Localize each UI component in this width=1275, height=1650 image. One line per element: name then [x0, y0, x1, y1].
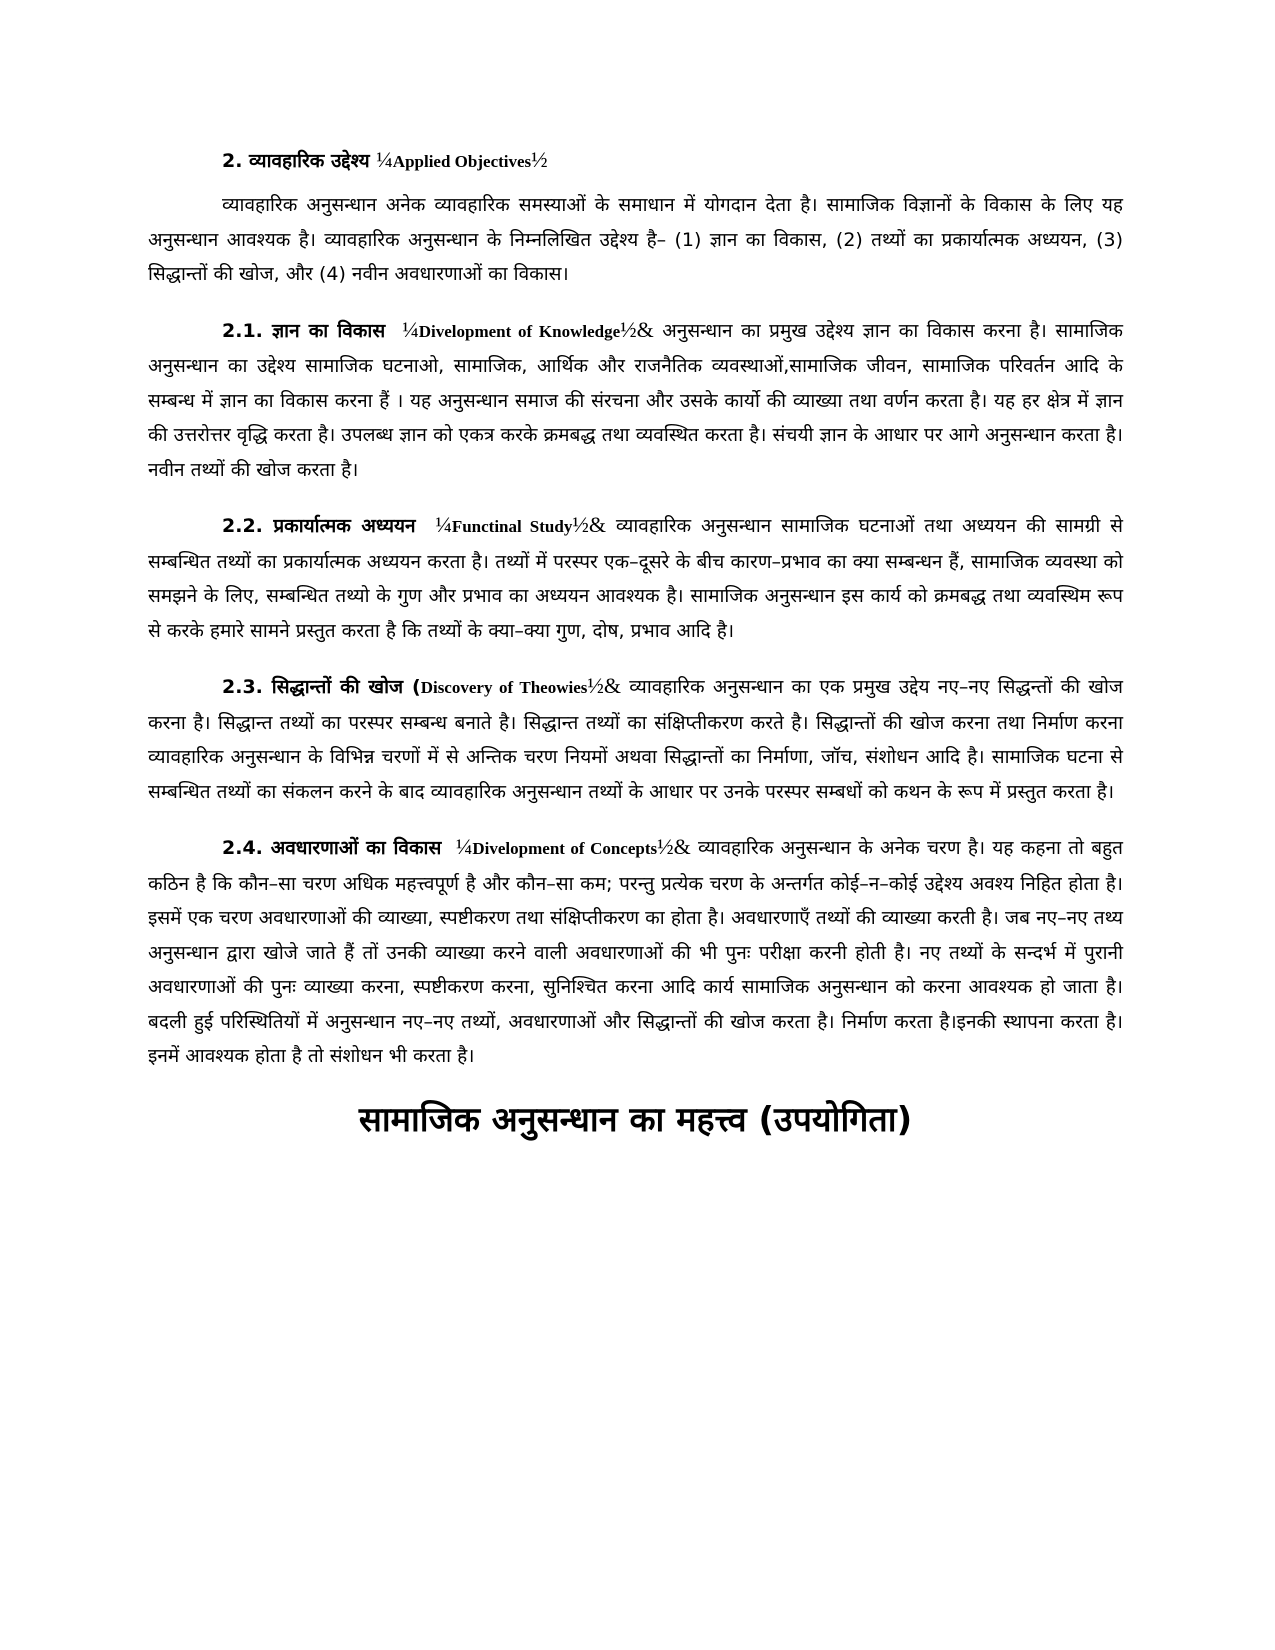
paragraph-functional-study	[148, 508, 1123, 648]
section-title-importance: सामाजिक अनुसन्धान का महत्त्व (उपयोगिता)	[358, 1099, 913, 1140]
paragraph-applied-objectives: व्यावहारिक अनुसन्धान अनेक व्यावहारिक समस्याओं के समाधान में योगदान देता है। सामाजिक विज्ञानों के विकास के लिए यह अनुसन्धान आवश्यक है। व्यावहारिक अनुसन्धान के निम्नलिखित उद्देश्य है– (1) ज्ञान का विकास, (2) तथ्यों का प्रकार्यात्मक अध्ययन, (3) सिद्धान्तों की खोज, और (4) नवीन अवधारणाओं का विकास।	[148, 194, 1123, 285]
fraction-close: ½&	[572, 512, 606, 537]
subheading-english: Divelopment of Knowledge	[418, 321, 621, 341]
document-page	[148, 140, 1123, 1144]
subheading-english: Functinal Study	[451, 517, 573, 536]
paragraph-discovery-of-theories	[148, 669, 1123, 809]
fraction-open: ¼	[455, 834, 473, 859]
subheading-label: 2.1. ज्ञान का विकास	[222, 319, 386, 342]
fraction-open: ¼	[435, 512, 452, 537]
heading-fraction-open: ¼	[376, 147, 393, 172]
heading-english: Applied Objectives	[392, 152, 532, 171]
fraction-close: ½&	[620, 316, 654, 342]
subheading-english: Discovery of Theowies	[420, 678, 588, 697]
paragraph-development-of-concepts	[148, 830, 1123, 1074]
fraction-open: ¼	[402, 316, 419, 342]
subheading-label: 2.3. सिद्धान्तों की खोज (	[222, 676, 421, 698]
subheading-label: 2.2. प्रकार्यात्मक अध्ययन	[222, 515, 416, 537]
fraction-close: ½&	[587, 673, 621, 698]
paragraph-text: व्यावहारिक अनुसन्धान के अनेक चरण है। यह कहना तो बहुत कठिन है कि कौन–सा चरण अधिक महत्त्वपूर्ण है और कौन–सा कम; परन्तु प्रत्येक चरण के अन्तर्गत कोई–न–कोई उद्देश्य अवश्य निहित होता है। इसमें एक चरण अवधारणाओं की व्याख्या, स्पष्टीकरण तथा संक्षिप्तीकरण का होता है। अवधारणाएँ तथ्यों की व्याख्या करती है। जब नए–नए तथ्य अनुसन्धान द्वारा खोजे जाते हैं तों उनकी व्याख्या करने वाली अवधारणाओं की भी पुनः परीक्षा करनी होती है। नए तथ्यों के सन्दर्भ में पुरानी अवधारणाओं की पुनः व्याख्या करना, स्पष्टीकरण करना, सुनिश्चित करना आदि कार्य सामाजिक अनुसन्धान को करना आवश्यक हो जाता है। बदली हुई परिस्थितियों में अनुसन्धान नए–नए तथ्यों, अवधारणाओं और सिद्धान्तों की खोज करता है। निर्माण करता है।इनकी स्थापना करता है। इनमें आवश्यक होता है तो संशोधन भी करता है।	[148, 837, 1123, 1067]
paragraph-text: व्यावहारिक अनुसन्धान का एक प्रमुख उद्देय नए–नए सिद्धन्तों की खोज करना है। सिद्धान्त तथ्यों का परस्पर सम्बन्ध बनाते है। सिद्धान्त तथ्यों का संक्षिप्तीकरण करते है। सिद्धान्तों की खोज करना तथा निर्माण करना व्यावहारिक अनुसन्धान के विभिन्न चरणों में से अन्तिक चरण नियमों अथवा सिद्धान्तों का निर्माणा, जॉच, संशोधन आदि है। सामाजिक घटना से सम्बन्धित तथ्यों का संकलन करने के बाद व्यावहारिक अनुसन्धान तथ्यों के आधार पर उनके परस्पर सम्बधों को कथन के रूप में प्रस्तुत करता है।	[148, 676, 1123, 803]
subheading-english: Divelopment of Concepts	[472, 839, 658, 858]
paragraph-text: अनुसन्धान का प्रमुख उद्देश्य ज्ञान का विकास करना है। सामाजिक अनुसन्धान का उद्देश्य सामाजिक घटनाओ, सामाजिक, आर्थिक और राजनैतिक व्यवस्थाओं,सामाजिक जीवन, सामाजिक परिवर्तन आदि के सम्बन्ध में ज्ञान का विकास करना हैं । यह अनुसन्धान समाज की संरचना और उसके कार्यो की व्याख्या तथा वर्णन करता है। यह हर क्षेत्र में ज्ञान की उत्तरोत्तर वृद्धि करता है। उपलब्ध ज्ञान को एकत्र करके क्रमबद्ध तथा व्यवस्थित करता है। संचयी ज्ञान के आधार पर आगे अनुसन्धान करता है। नवीन तथ्यों की खोज करता है।	[148, 319, 1123, 481]
heading-hindi: 2. व्यावहारिक उद्देश्य	[222, 150, 377, 172]
paragraph-text: व्यावहारिक अनुसन्धान सामाजिक घटनाओं तथा अध्ययन की सामग्री से सम्बन्धित तथ्यों का प्रकार्यात्मक अध्ययन करता है। तथ्यों में परस्पर एक–दूसरे के बीच कारण–प्रभाव का क्या सम्बन्धन हैं, सामाजिक व्यवस्था को समझने के लिए, सम्बन्धित तथ्यो के गुण और प्रभाव का अध्ययन आवश्यक है। सामाजिक अनुसन्धान इस कार्य को क्रमबद्ध तथा व्यवस्थिम रूप से करके हमारे सामने प्रस्तुत करता है कि तथ्यों के क्या–क्या गुण, दोष, प्रभाव आदि है।	[148, 515, 1123, 642]
subheading-label: 2.4. अवधारणाओं का विकास	[222, 837, 442, 859]
fraction-close: ½&	[657, 834, 691, 859]
paragraph-development-of-knowledge	[148, 313, 1123, 488]
section-heading-applied-objectives	[148, 140, 1123, 182]
heading-fraction-close: ½	[531, 147, 548, 172]
